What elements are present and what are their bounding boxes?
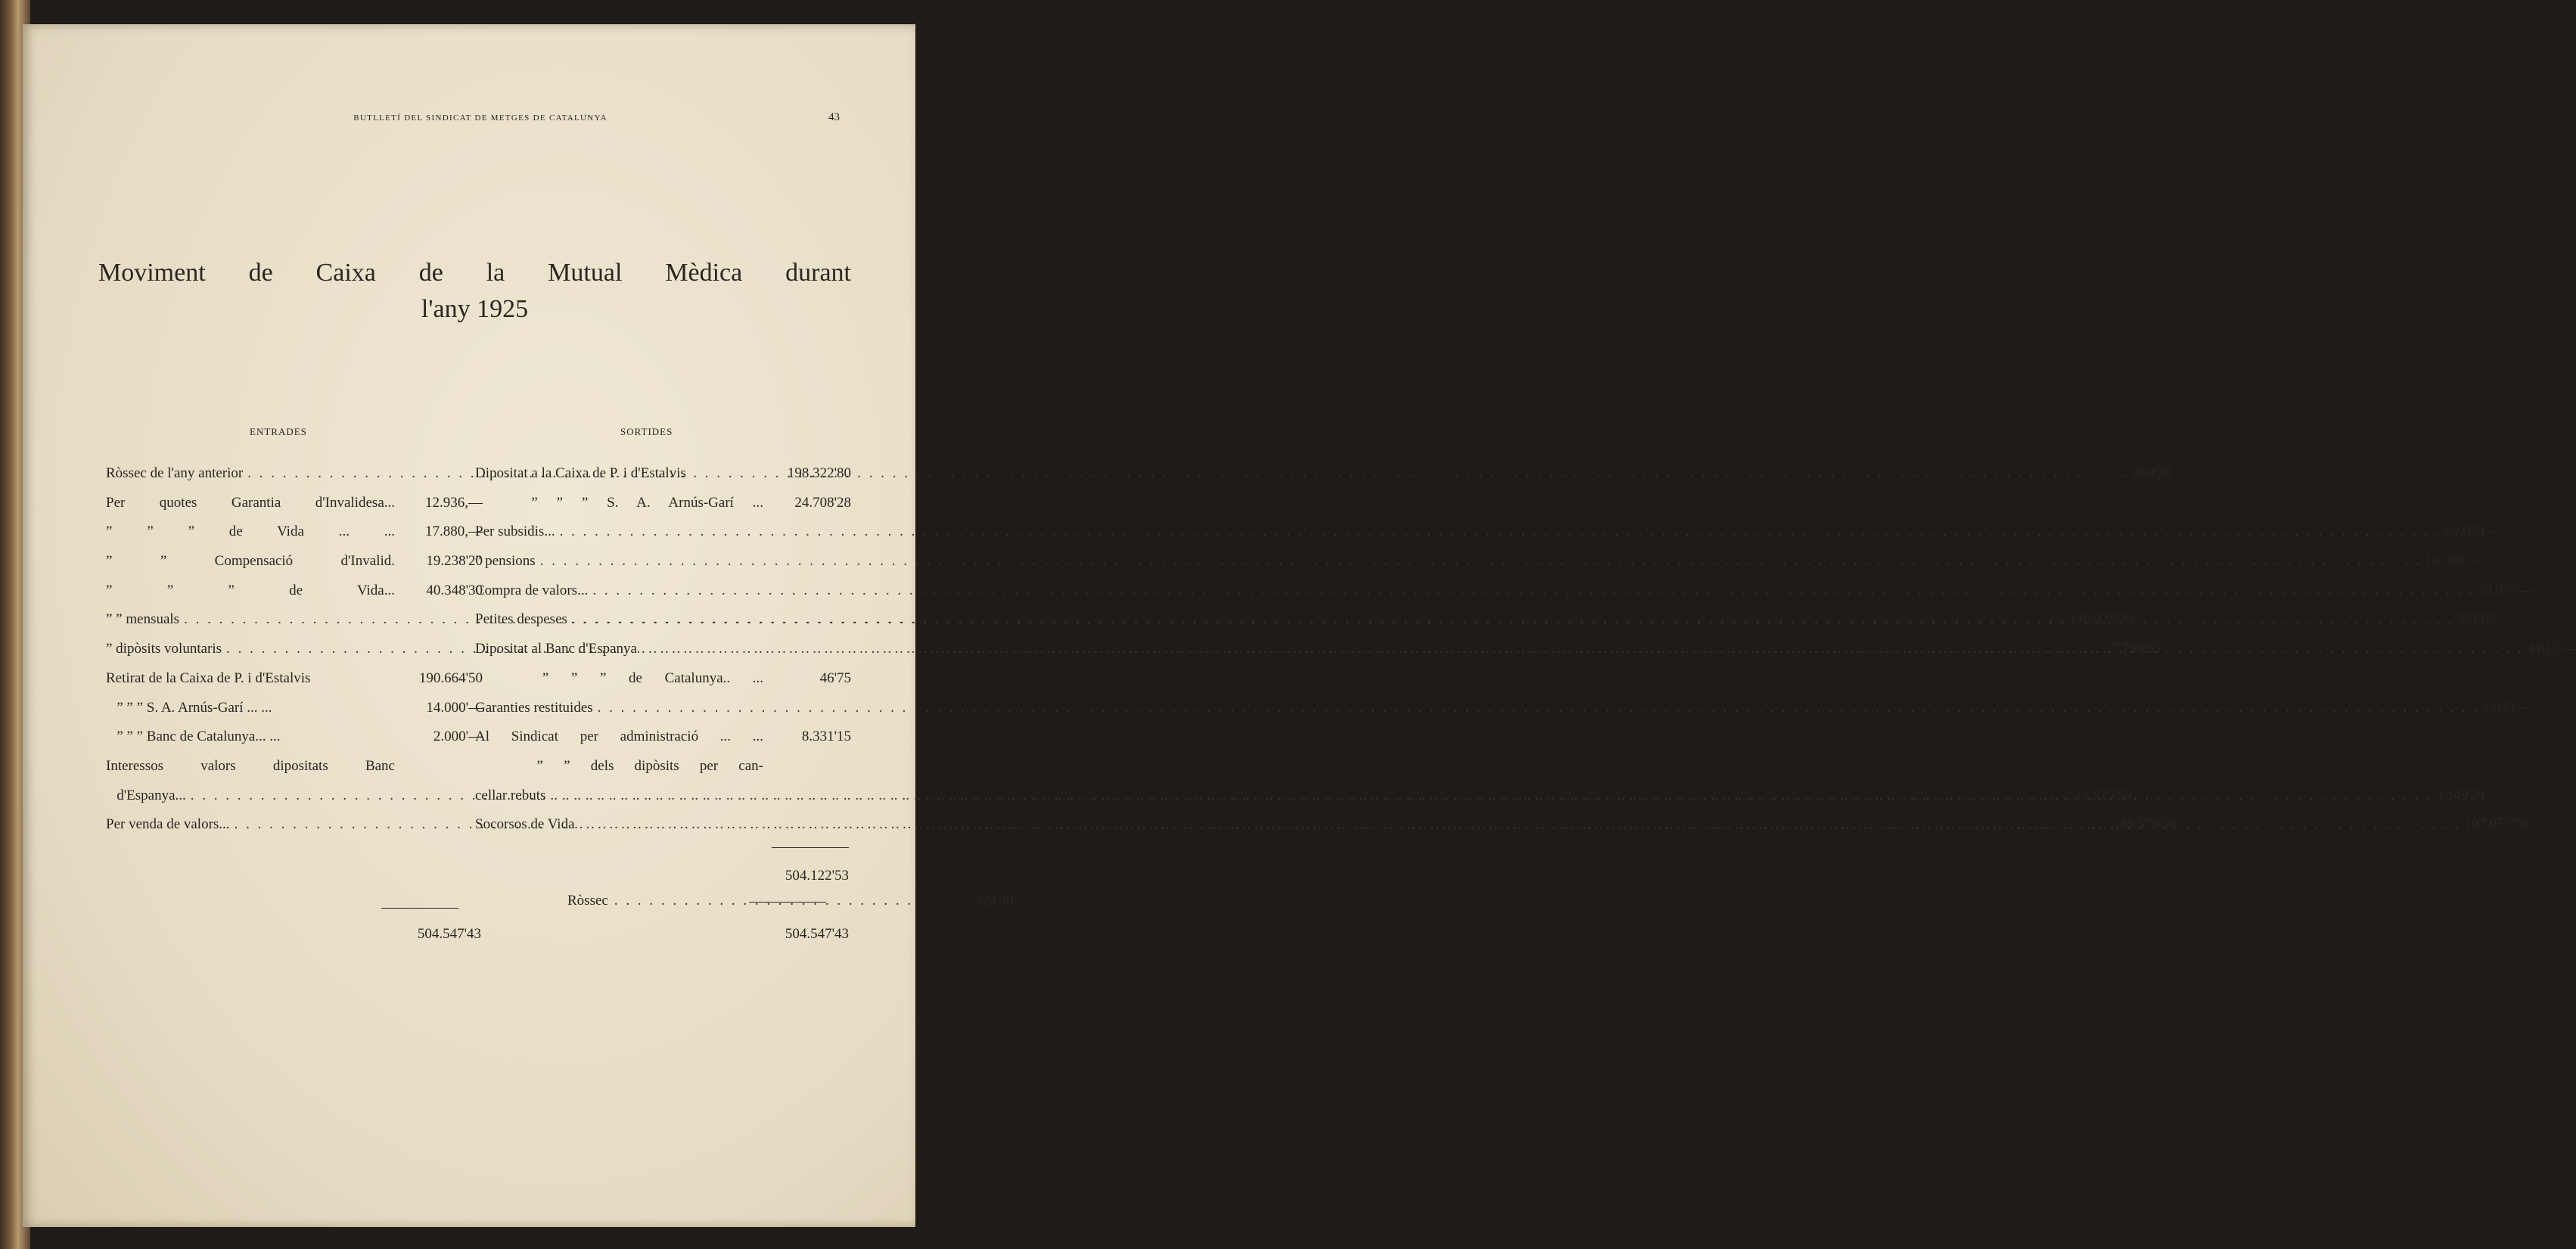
sortides-row-amount: 198.322'80 [787,465,851,481]
sortides-row-label-wrap [475,583,2478,599]
sortides-row-label: Petites despeses [475,611,567,628]
entrades-row-label-wrap [106,465,2133,482]
entrades-row-amount: 12.936,— [425,494,483,511]
sortides-row [475,465,851,495]
entrades-row-amount: 7.799'85 [2111,641,2161,657]
sortides-row-label: Al Sindicat per administració ... ... [475,729,763,745]
sortides-total-rule [749,902,826,903]
entrades-row-label: d'Espanya... [106,787,186,803]
sortides-row-label: Garanties restituides [475,699,593,716]
page-number: 43 [828,111,840,123]
sortides-row [475,495,851,524]
entrades-row-label-wrap [106,700,402,716]
leader-dots [572,611,2454,628]
entrades-row-label: Per quotes Garantia d'Invalidesa... [106,494,395,511]
sortides-row-label: ” ” ” de Catalunya.. ... [475,670,763,686]
entrades-total: 504.547'43 [417,926,481,942]
entrades-row [106,729,483,758]
entrades-row-label: ” dipòsits voluntaris [106,641,222,657]
sortides-row-amount: 16.300'— [2425,553,2482,570]
entrades-row-label: ” ” ” de Vida ... ... [106,524,395,540]
title-word: la [486,259,505,287]
sortides-row-amount: 3.149'20 [2435,787,2485,803]
entrades-row-amount: 11.715'58 [2075,787,2132,803]
sortides-row-label-wrap [475,465,771,482]
sortides-row-label-wrap [475,641,2527,657]
sortides-row-label-wrap [475,670,771,687]
rossec-label: Ròssec [567,893,608,909]
title-word: Mèdica [665,259,743,287]
sortides-heading: SORTIDES [620,426,673,437]
entrades-row-label-wrap [106,758,402,775]
entrades-row-label: ” ” ” S. A. Arnús-Garí ... ... [106,699,272,716]
entrades-row-label: ” ” Compensació d'Invalid. [106,553,395,570]
sortides-row [475,758,851,788]
sortides-row-label: Dipositat a la Caixa de P. i d'Estalvis [475,465,686,481]
entrades-row-amount: 460'30 [2132,465,2171,481]
entrades-row [106,553,483,583]
leader-dots [598,700,2480,716]
entrades-row-amount: 19.238'20 [426,553,483,570]
sortides-row-amount: 107.055'70 [2464,816,2528,833]
sortides-subtotal: 504.122'53 [785,868,849,884]
rossec-row [475,893,1014,909]
sortides-row-amount: 8.331'15 [801,729,851,745]
sortides-row-amount: 1.040'— [2482,699,2532,716]
entrades-row-amount: 140.925'20 [2068,611,2133,628]
sortides-row-label-wrap [475,729,771,745]
document-page [23,24,2576,1227]
entrades-row-label-wrap [106,495,402,511]
entrades-row-amount: 14.000'— [426,699,483,716]
sortides-row-label: ” pensions [475,553,536,570]
leader-dots [592,583,2475,599]
sortides-subtotal-rule [772,847,849,848]
entrades-row-amount: 2.000'— [433,729,483,745]
entrades-row-label-wrap [106,670,402,687]
entrades-row-label: Per venda de valors... [106,816,230,833]
sortides-row [475,699,2532,729]
leader-dots [642,641,2524,657]
sortides-row-label: ” ” ” S. A. Arnús-Garí ... [475,494,763,511]
entrades-row-label-wrap [106,583,402,599]
sortides-row [475,524,2502,553]
sortides-row-label-wrap [475,758,771,775]
leader-dots [550,788,2432,804]
sortides-row-amount: 70.972'— [2478,582,2534,598]
sortides-row [475,670,851,700]
entrades-row-label: ” ” ” de Vida... [106,582,395,598]
entrades-row-label: Ròssec de l'any anterior [106,465,244,481]
entrades-row-amount: 17.880,— [425,524,483,540]
entrades-row [106,524,483,553]
title-word: de [248,259,273,287]
entrades-heading: ENTRADES [250,426,307,437]
sortides-row-label-wrap [475,816,2464,833]
sortides-row [475,582,2534,612]
sortides-total: 504.547'43 [785,926,849,942]
entrades-row-label-wrap [106,553,402,570]
title-line-2: l'any 1925 [421,295,529,323]
title-word: durant [785,259,851,287]
sortides-row-label-wrap [475,495,771,511]
leader-dots [560,524,2442,540]
sortides-row-label-wrap [475,788,2435,804]
title-line-1 [98,255,851,291]
rossec-amount: 424'90 [974,893,1014,909]
sortides-row-amount: 351'65 [2456,611,2496,628]
sortides-row-amount: 46'75 [819,670,851,686]
entrades-row [106,670,483,700]
sortides-row-amount: 69.030'— [2444,524,2502,540]
title-word: Caixa [315,259,376,287]
entrades-row-label: ” ” mensuals [106,611,180,628]
sortides-row-label: cellar rebuts [475,787,546,803]
sortides-row-label: Per subsidis... [475,524,555,540]
leader-dots [540,553,2422,570]
sortides-row-label-wrap [475,524,2444,540]
sortides-row-label-wrap [475,553,2425,570]
sortides-row-label-wrap [475,611,2457,628]
entrades-total-rule [381,908,458,909]
entrades-row-label: Retirat de la Caixa de P. i d'Estalvis [106,670,311,686]
document-title [98,255,851,328]
sortides-row-label: Compra de valors... [475,582,589,598]
sortides-row-amount: 4.815'— [2526,641,2576,657]
entrades-row [106,758,483,788]
entrades-row [106,495,483,524]
entrades-row-amount: 46.579'50 [2119,816,2176,833]
entrades-row-amount: 190.664'50 [418,670,483,686]
entrades-row-label: Interessos valors dipositats Banc [106,757,395,774]
rossec-leader-dots: . . . . . . . . . . . . . . . . . . . . . . . . . . . . . . . [614,893,972,909]
sortides-row-amount: 24.708'28 [794,494,851,511]
sortides-row-label-wrap [475,700,2482,716]
title-word: de [418,259,443,287]
sortides-row-label: Socorsos de Vida [475,816,575,833]
sortides-row [475,553,2482,583]
running-title: BUTLLETÍ DEL SINDICAT DE METGES DE CATALUNYA [353,113,607,123]
entrades-row [106,583,483,612]
entrades-row-label-wrap [106,524,402,540]
entrades-row-label: ” ” ” Banc de Catalunya... ... [106,729,281,745]
title-word: Mutual [548,259,623,287]
sortides-row [475,729,851,758]
title-word: Moviment [98,259,206,287]
entrades-row [106,700,483,729]
entrades-row-label-wrap [106,729,402,745]
sortides-row-label: Dipositat al Banc d'Espanya [475,641,637,657]
leader-dots [580,816,2462,833]
entrades-row-amount: 40.348'30 [426,582,483,598]
sortides-row-label: ” ” dels dipòsits per can- [475,757,763,774]
